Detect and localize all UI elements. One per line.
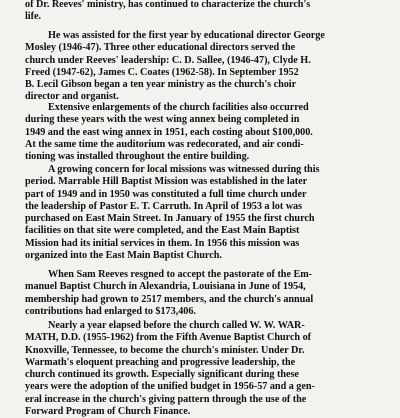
text-line: church under Reeves' leadership: C. D. Sallee, (1946-47), Clyde H. (25, 54, 311, 66)
text-line: Extensive enlargements of the church facilities also occurred (48, 102, 309, 113)
text-line: tioning was installed throughout the entire building. (25, 151, 250, 162)
text-line: part of 1949 and in 1950 was constituted a full time church under (25, 188, 307, 200)
text-line: Mosley (1946-47). Three other educational directors served the (25, 42, 296, 54)
paragraph-reeves-resignation (25, 269, 383, 318)
paragraph-facility-enlargements (25, 102, 383, 163)
paragraph-ministry-continuation (25, 0, 383, 24)
text-line: membership had grown to 2517 members, and the church's annual (25, 293, 314, 305)
text-line: MATH, D.D. (1955-1962) from the Fifth Avenue Baptist Church of (25, 332, 312, 344)
text-line: Forward Program of Church Finance. (25, 405, 191, 417)
text-line: of Dr. Reeves' ministry, has continued to characterize the church's (25, 0, 311, 10)
text-line: church continued its growth. Especially significant during these (25, 369, 299, 380)
text-line: Freed (1947-62), James C. Coates (1962-58). In September 1952 (25, 66, 299, 78)
text-line: life. (25, 11, 41, 23)
text-line: Knoxville, Tennessee, to become the church's minister. Under Dr. (25, 344, 305, 356)
text-line: Nearly a year elapsed before the church called W. W. WAR- (48, 320, 305, 331)
text-line: purchased on East Main Street. In January of 1955 the first church (25, 213, 315, 224)
text-line: A growing concern for local missions was witnessed during this (48, 164, 320, 175)
paragraph-warmath-ministry (25, 320, 383, 418)
text-line: manuel Baptist Church in Alexandria, Louisiana in June of 1954, (25, 281, 306, 293)
text-line: 1949 and the east wing annex in 1951, each costing about $100,000. (25, 126, 313, 138)
text-line: organized into the East Main Baptist Church. (25, 249, 222, 261)
text-line: B. Lecil Gibson began a ten year ministry as the church's choir (25, 79, 297, 90)
text-line: during these years with the west wing annex being completed in (25, 114, 300, 126)
paragraph-educational-directors (25, 30, 383, 104)
text-line: director and organist. (25, 91, 119, 103)
text-line: the leadership of Pastor E. T. Carruth. In April of 1953 a lot was (25, 200, 303, 212)
text-line: He was assisted for the first year by educational director George (48, 30, 325, 41)
text-line: Mission had its initial services in them. In 1956 this mission was (25, 237, 300, 249)
text-line: Warmath's eloquent preaching and progressive leadership, the (25, 356, 296, 368)
text-line: contributions had enlarged to $173,406. (25, 305, 196, 317)
text-line: At the same time the auditorium was redecorated, and air condi- (25, 138, 304, 150)
paragraph-local-missions (25, 164, 383, 262)
text-line: When Sam Reeves resgned to accept the pastorate of the Em- (48, 269, 313, 280)
text-line: facilities on that site were completed, and the East Main Baptist (25, 225, 300, 237)
text-line: period. Marrable Hill Baptist Mission was established in the later (25, 176, 308, 188)
text-line: eral increase in the church's giving pattern through the use of the (25, 393, 307, 405)
text-line: years were the adoption of the unified budget in 1956-57 and a gen- (25, 381, 315, 393)
